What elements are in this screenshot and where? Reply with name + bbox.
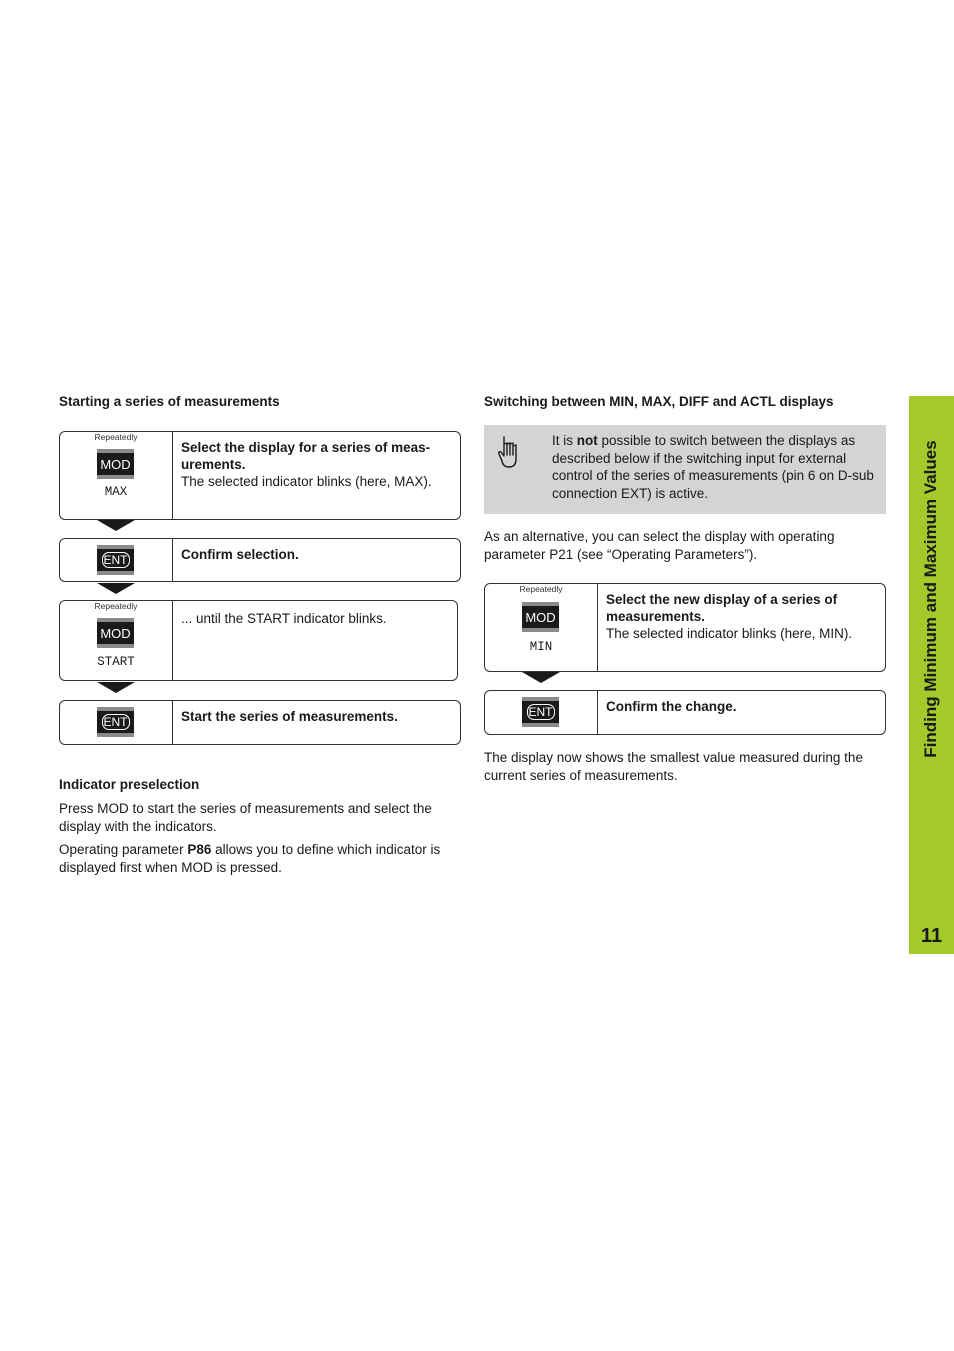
step-description [181, 610, 447, 627]
mod-key-icon: MOD [97, 618, 134, 648]
paragraph-operating-parameter: Operating parameter P86 allows you to define which indicator is displayed first when MOD is pressed. [59, 842, 441, 875]
section-heading-indicator-preselection: Indicator preselection [59, 777, 200, 792]
step-select-new-display [484, 583, 886, 672]
ent-key-icon: ENT [97, 707, 134, 737]
step-description [181, 708, 450, 725]
repeatedly-label: Repeatedly [94, 432, 138, 442]
repeatedly-label: Repeatedly [94, 601, 138, 611]
step-until-start-blinks [59, 600, 458, 681]
step-start-series [59, 700, 461, 745]
repeatedly-label: Repeatedly [519, 584, 563, 594]
step-instruction: Select the new display of a series of measurements. [606, 592, 838, 624]
ent-key-icon: ENT [97, 545, 134, 575]
step-key-cell [60, 539, 173, 581]
display-readout: START [97, 655, 135, 669]
paragraph-display-now-shows: The display now shows the smallest value measured during the current series of measurements. [484, 750, 863, 783]
step-confirm-selection [59, 538, 461, 582]
display-readout: MIN [529, 640, 553, 654]
step-description [606, 698, 875, 715]
down-arrow-icon [97, 682, 135, 693]
step-instruction: Confirm selection. [181, 547, 299, 562]
step-instruction: Select the display for a series of meas-urements. [181, 440, 431, 472]
paragraph-press-mod: Press MOD to start the series of measurements and select the display with the indicators. [59, 801, 432, 834]
step-description [606, 591, 875, 642]
chapter-side-tab [909, 396, 954, 954]
step-key-cell [485, 584, 598, 671]
step-description [181, 546, 450, 563]
step-key-cell [60, 701, 173, 744]
parameter-p86: P86 [187, 842, 212, 857]
step-confirm-change [484, 690, 886, 735]
step-instruction: Confirm the change. [606, 699, 737, 714]
section-heading-starting-series: Starting a series of measurements [59, 394, 280, 409]
chapter-title: Finding Minimum and Maximum Values [921, 440, 940, 758]
paragraph-alternative-p21: As an alternative, you can select the display with operating parameter P21 (see “Operating Parameters”). [484, 529, 835, 562]
step-select-display [59, 431, 461, 520]
step-description [181, 439, 450, 490]
ent-key-icon: ENT [522, 697, 559, 727]
step-note: ... until the START indicator blinks. [181, 611, 387, 626]
note-box [484, 425, 886, 514]
step-key-cell [60, 601, 173, 680]
down-arrow-icon [97, 583, 135, 594]
step-key-cell [60, 432, 173, 519]
mod-key-icon: MOD [522, 602, 559, 632]
pointing-hand-icon [498, 435, 522, 474]
step-instruction: Start the series of measurements. [181, 709, 398, 724]
step-note: The selected indicator blinks (here, MAX). [181, 474, 432, 489]
step-key-cell [485, 691, 598, 734]
section-heading-switching-displays: Switching between MIN, MAX, DIFF and ACTL displays [484, 394, 834, 409]
down-arrow-icon [97, 520, 135, 531]
note-text: It is not possible to switch between the displays as described below if the switching input for external control of the series of measurements (pin 6 on D-sub connection EXT) is active. [552, 433, 874, 501]
down-arrow-icon [522, 672, 560, 683]
display-readout: MAX [104, 485, 128, 499]
step-note: The selected indicator blinks (here, MIN). [606, 626, 853, 641]
mod-key-icon: MOD [97, 449, 134, 479]
chapter-number: 11 [920, 925, 943, 947]
